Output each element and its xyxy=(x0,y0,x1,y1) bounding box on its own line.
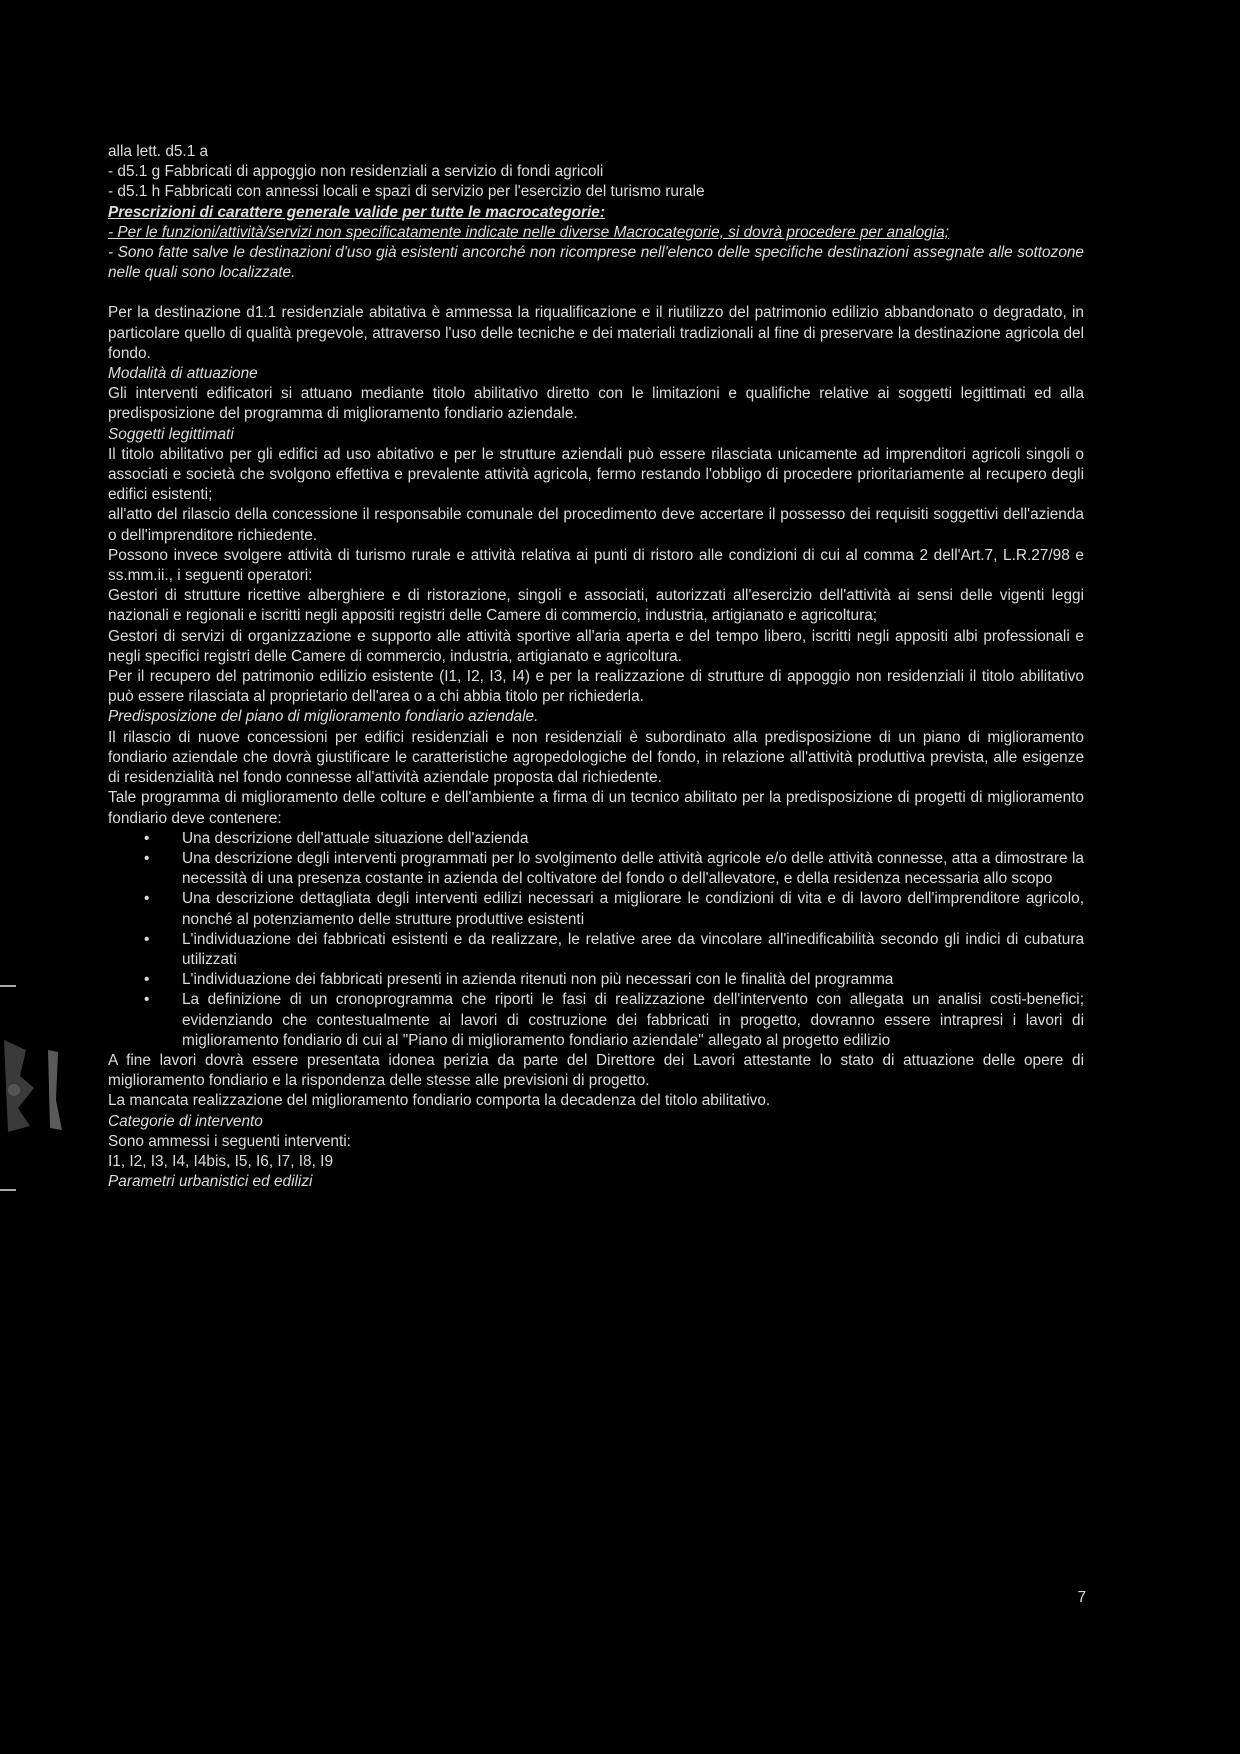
paragraph-requisiti: all'atto del rilascio della concessione il responsabile comunale del procedimento deve accertare il possesso dei requisiti soggettivi dell'azienda o dell'imprenditore richiedente. xyxy=(108,506,1084,544)
paragraph-turismo-rurale: Possono invece svolgere attività di turismo rurale e attività relativa ai punti di ristoro alle condizioni di cui al comma 2 dell'Art.7, L.R.27/98 e ss.mm.ii., i seguenti operatori: xyxy=(108,546,1084,585)
bullet-icon: • xyxy=(144,829,150,847)
list-item xyxy=(108,930,1084,970)
bullet-icon: • xyxy=(144,991,150,1009)
bullet-icon: • xyxy=(144,890,150,908)
prescrizioni-item-2: - Sono fatte salve le destinazioni d'uso già esistenti ancorché non ricomprese nell'elenco delle specifiche destinazioni assegnate alle sottozone nelle quali sono localizzate. xyxy=(108,244,1084,282)
intro-line-1: alla lett. d5.1 a xyxy=(108,143,209,160)
list-item-text: Una descrizione dell'attuale situazione dell'azienda xyxy=(182,829,529,847)
programma-contents-list xyxy=(108,829,1084,1051)
paragraph-rilascio-concessioni: Il rilascio di nuove concessioni per edifici residenziali e non residenziali è subordinato alla predisposizione di un piano di miglioramento fondiario aziendale che dovrà giustificare le caratteristiche agropedologiche del fondo, in relazione all'attività produttiva prevista, alle esigenze di residenzialità nel fondo connesse all'attività aziendale proposta dal richiedente. xyxy=(108,728,1084,787)
list-item xyxy=(108,889,1084,929)
heading-soggetti-legittimati: Soggetti legittimati xyxy=(108,425,234,443)
list-item-text: Una descrizione dettagliata degli interventi edilizi necessari a migliorare le condizioni di vita e di lavoro dell'imprenditore agricolo, nonché al potenziamento delle strutture produttive esistenti xyxy=(182,890,1084,928)
paragraph-interventi-ammessi: Sono ammessi i seguenti interventi: xyxy=(108,1132,351,1150)
list-item-text: La definizione di un cronoprogramma che riporti le fasi di realizzazione dell'intervento con allegata un analisi costi-benefici; evidenziando che contestualmente ai lavori di costruzione dei fabbricati in progetto, dovranno essere intrapresi i lavori di miglioramento fondiario di cui al "Piano di miglioramento fondiario aziendale" allegato al progetto edilizio xyxy=(182,991,1084,1049)
list-item xyxy=(108,970,1084,990)
intro-line-2: - d5.1 g Fabbricati di appoggio non residenziali a servizio di fondi agricoli xyxy=(108,163,604,181)
paragraph-programma-miglioramento: Tale programma di miglioramento delle colture e dell'ambiente a firma di un tecnico abilitato per la predisposizione di progetti di miglioramento fondiario deve contenere: xyxy=(108,789,1084,827)
paragraph-fine-lavori: A fine lavori dovrà essere presentata idonea perizia da parte del Direttore dei Lavori attestante lo stato di attuazione delle opere di miglioramento fondiario e la rispondenza delle stesse alle previsioni di progetto. xyxy=(108,1051,1084,1090)
paragraph-gap xyxy=(108,283,1084,303)
list-item-text: Una descrizione degli interventi programmati per lo svolgimento delle attività agricole e/o delle attività connesse, atta a dimostrare la necessità di una presenza costante in azienda del coltivatore del fondo o dell'allevatore, e della residenza necessaria allo scopo xyxy=(182,849,1084,888)
bullet-icon: • xyxy=(144,971,150,989)
heading-parametri-urbanistici: Parametri urbanistici ed edilizi xyxy=(108,1173,313,1191)
list-item-text: L'individuazione dei fabbricati esistenti e da realizzare, le relative aree da vincolare all'inedificabilità secondo gli indici di cubatura utilizzati xyxy=(182,930,1084,968)
prescrizioni-item-1: - Per le funzioni/attività/servizi non specificatamente indicate nelle diverse Macrocategorie, si dovrà procedere per analogia; xyxy=(108,223,949,241)
paragraph-gestori-ricettive: Gestori di strutture ricettive alberghiere e di ristorazione, singoli e associati, autorizzati all'esercizio dell'attività ai sensi delle vigenti leggi nazionali e regionali e iscritti negli appositi registri delle Camere di commercio, industria, artigianato e agricoltura; xyxy=(108,587,1084,625)
paragraph-decadenza: La mancata realizzazione del miglioramento fondiario comporta la decadenza del titolo abilitativo. xyxy=(108,1092,771,1110)
bullet-icon: • xyxy=(144,849,150,867)
paragraph-elenco-interventi: I1, I2, I3, I4, I4bis, I5, I6, I7, I8, I9 xyxy=(108,1152,333,1170)
paragraph-titolo-abilitativo: Il titolo abilitativo per gli edifici ad uso abitativo e per le strutture aziendali può essere rilasciata unicamente ad imprenditori agricoli singoli o associati e società che svolgono effettiva e prevalente attività agricola, fermo restando l'obbligo di procedere prioritariamente al recupero degli edifici esistenti; xyxy=(108,445,1084,504)
bullet-icon: • xyxy=(144,930,150,948)
heading-predisposizione-piano: Predisposizione del piano di miglioramento fondiario aziendale. xyxy=(108,708,539,726)
paragraph-gestori-servizi: Gestori di servizi di organizzazione e supporto alle attività sportive all'aria aperta e del tempo libero, iscritti negli appositi albi professionali e negli specifici registri delle Camere di commercio, industria, artigianato e agricoltura. xyxy=(108,627,1084,665)
list-item xyxy=(108,829,1084,849)
document-body xyxy=(108,142,1084,1192)
intro-line-3: - d5.1 h Fabbricati con annessi locali e spazi di servizio per l'esercizio del turismo rurale xyxy=(108,183,705,201)
list-item xyxy=(108,990,1084,1051)
paragraph-residenziale: Per la destinazione d1.1 residenziale abitativa è ammessa la riqualificazione e il riutilizzo del patrimonio edilizio abbandonato o degradato, in particolare quello di qualità pregevole, attraverso l'uso delle tecniche e dei materiali tradizionali al fine di preservare la destinazione agricola del fondo. xyxy=(108,304,1084,362)
list-item xyxy=(108,849,1084,889)
heading-categorie-intervento: Categorie di intervento xyxy=(108,1112,263,1130)
paragraph-interventi-edificatori: Gli interventi edificatori si attuano mediante titolo abilitativo diretto con le limitazioni e qualifiche relative ai soggetti legittimati ed alla predisposizione del programma di miglioramento fondiario aziendale. xyxy=(108,385,1084,423)
margin-stamp-icon xyxy=(0,980,90,1200)
heading-modalita-attuazione: Modalità di attuazione xyxy=(108,365,258,383)
paragraph-recupero-patrimonio: Per il recupero del patrimonio edilizio esistente (I1, I2, I3, I4) e per la realizzazione di strutture di appoggio non residenziali il titolo abilitativo può essere rilasciata al proprietario dell'area o a chi abbia titolo per richiederla. xyxy=(108,668,1084,706)
page-number: 7 xyxy=(1077,1589,1086,1606)
list-item-text: L'individuazione dei fabbricati presenti in azienda ritenuti non più necessari con le finalità del programma xyxy=(182,971,894,989)
prescrizioni-heading: Prescrizioni di carattere generale valide per tutte le macrocategorie: xyxy=(108,203,605,221)
